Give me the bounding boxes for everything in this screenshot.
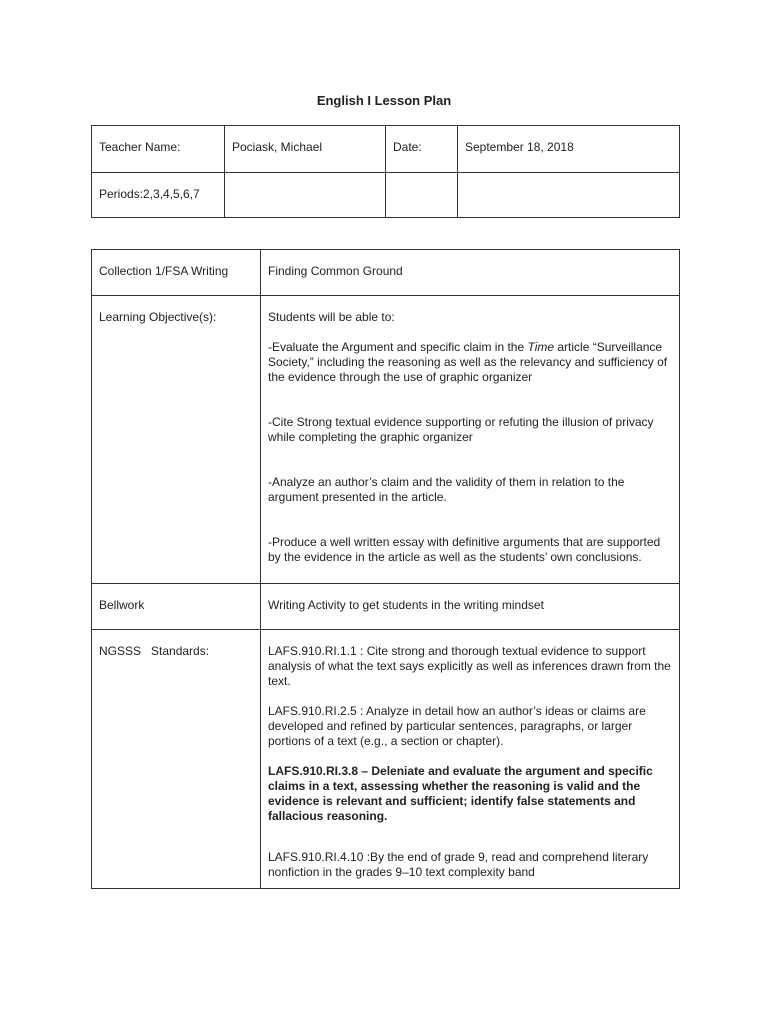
objectives-label: Learning Objective(s): — [92, 296, 261, 584]
periods-label: Periods:2,3,4,5,6,7 — [92, 173, 225, 218]
bellwork-value: Writing Activity to get students in the writing mindset — [261, 584, 680, 630]
empty-cell — [458, 173, 680, 218]
date-value: September 18, 2018 — [458, 126, 680, 173]
standard-2: LAFS.910.RI.2.5 : Analyze in detail how an author’s ideas or claims are developed and refined by particular sentences, paragraphs, or larger portions of a text (e.g., a section or chapter). — [268, 704, 646, 748]
teacher-value: Pociask, Michael — [225, 126, 386, 173]
objective-3: -Analyze an author’s claim and the validity of them in relation to the argument presented in the article. — [268, 475, 625, 504]
document-title: English I Lesson Plan — [316, 93, 452, 108]
date-label: Date: — [386, 126, 458, 173]
empty-cell — [225, 173, 386, 218]
plan-row-bellwork — [92, 584, 680, 630]
objective-1 — [268, 340, 672, 385]
objective-1-text-cont: article “Surveillance Society,” including the reasoning as well as the relevancy and sufficiency of the evidence through the use of graphic organizer — [268, 340, 668, 384]
plan-table — [91, 249, 680, 889]
standard-4: LAFS.910.RI.4.10 :By the end of grade 9, read and comprehend literary nonfiction in the grades 9–10 text complexity band — [268, 850, 649, 879]
collection-value: Finding Common Ground — [261, 250, 680, 296]
plan-row-collection — [92, 250, 680, 296]
bellwork-label: Bellwork — [92, 584, 261, 630]
objective-4: -Produce a well written essay with definitive arguments that are supported by the evidence in the article as well as the students’ own conclusions. — [268, 535, 661, 564]
header-row-teacher — [92, 126, 680, 173]
header-table — [91, 125, 680, 218]
objectives-cell — [261, 296, 680, 584]
empty-cell — [386, 173, 458, 218]
standard-1: LAFS.910.RI.1.1 : Cite strong and thorough textual evidence to support analysis of what the text says explicitly as well as inferences drawn from the text. — [268, 644, 671, 688]
objectives-intro: Students will be able to: — [268, 310, 395, 324]
objective-2: -Cite Strong textual evidence supporting or refuting the illusion of privacy while completing the graphic organizer — [268, 415, 654, 444]
header-row-periods — [92, 173, 680, 218]
plan-row-objectives — [92, 296, 680, 584]
collection-label: Collection 1/FSA Writing — [92, 250, 261, 296]
teacher-label: Teacher Name: — [92, 126, 225, 173]
standards-cell — [261, 630, 680, 889]
objective-1-text: -Evaluate the Argument and specific claim in the — [268, 340, 528, 354]
standard-3: LAFS.910.RI.3.8 – Deleniate and evaluate the argument and specific claims in a text, assessing whether the reasoning is valid and the evidence is relevant and sufficient; identify false statements and fallacious reasoning. — [268, 764, 653, 823]
standards-label: NGSSS Standards: — [92, 630, 261, 889]
objective-1-italic: Time — [527, 340, 555, 354]
plan-row-standards — [92, 630, 680, 889]
